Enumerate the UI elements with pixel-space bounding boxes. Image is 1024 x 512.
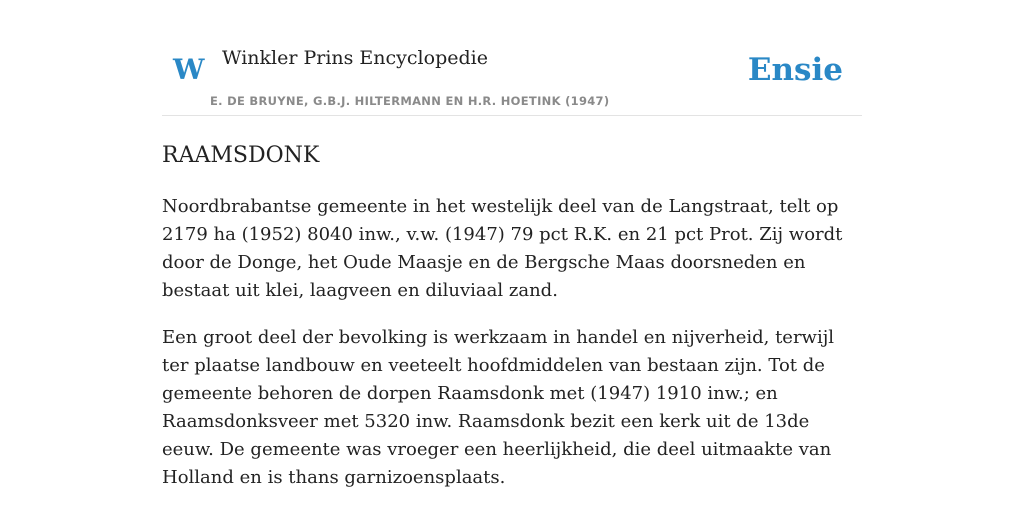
entry-title: RAAMSDONK bbox=[162, 143, 320, 168]
entry-paragraph-2: Een groot deel der bevolking is werkzaam in handel en nijverheid, terwijl ter plaatse landbouw en veeteelt hoofdmiddelen van bestaan zijn. Tot de gemeente behoren de dorpen Raamsdonk met (1947) 1910 inw.; en Raamsdonksveer met 5320 inw. Raamsdonk bezit een kerk uit de 13de eeuw. De gemeente was vroeger een heerlijkheid, die deel uitmaakte van Holland en is thans garnizoensplaats. bbox=[162, 327, 835, 488]
article-container bbox=[162, 0, 862, 492]
source-header bbox=[162, 0, 862, 116]
ensie-logo-link[interactable]: Ensie bbox=[747, 52, 843, 88]
source-authors: E. DE BRUYNE, G.B.J. HILTERMANN EN H.R. HOETINK (1947) bbox=[210, 94, 610, 108]
source-title-link[interactable]: Winkler Prins Encyclopedie bbox=[222, 47, 488, 69]
source-logo-link[interactable]: W bbox=[173, 53, 205, 86]
entry-paragraph-1: Noordbrabantse gemeente in het westelijk deel van de Langstraat, telt op 2179 ha (1952) 8040 inw., v.w. (1947) 79 pct R.K. en 21 pct Prot. Zij wordt door de Donge, het Oude Maasje en de Bergsche Maas doorsneden en bestaat uit klei, laagveen en diluviaal zand. bbox=[162, 196, 843, 301]
